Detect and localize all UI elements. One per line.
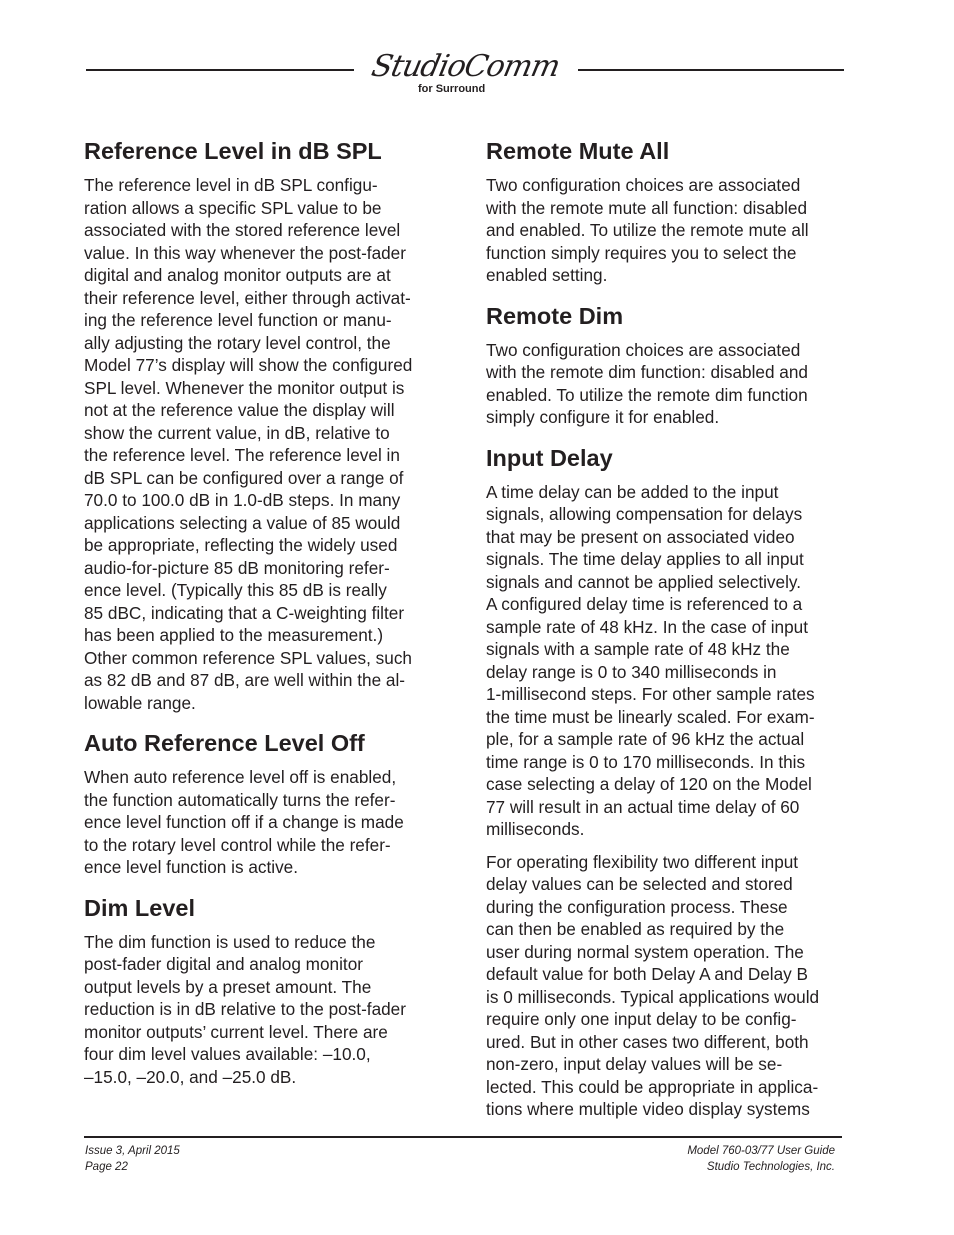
text-line: ence level function is active. <box>84 857 299 877</box>
text-line: the reference level. The reference level in <box>84 445 400 465</box>
text-line: default value for both Delay A and Delay B <box>486 964 808 984</box>
text-line: SPL level. Whenever the monitor output is <box>84 377 405 398</box>
text-line: ence level function off if a change is made <box>84 812 404 832</box>
section-reference-level <box>84 136 446 714</box>
section-body-paragraph-2 <box>486 851 848 1121</box>
text-line: ally adjusting the rotary level control, the <box>84 332 391 353</box>
text-line: the function automatically turns the refer- <box>84 789 396 810</box>
text-line: associated with the stored reference level <box>84 220 401 240</box>
footer-page-number: Page 22 <box>85 1160 128 1173</box>
text-line: post-fader digital and analog monitor <box>84 954 363 974</box>
right-column <box>486 136 848 1121</box>
text-line: enabled setting. <box>486 265 608 285</box>
text-line: can then be enabled as required by the <box>486 919 785 939</box>
text-line: with the remote dim function: disabled and <box>486 362 808 382</box>
text-line: signals. The time delay applies to all input <box>486 549 804 569</box>
section-body <box>84 766 446 879</box>
text-line: A configured delay time is referenced to a <box>486 594 803 614</box>
studiocomm-logo <box>368 49 563 100</box>
section-body <box>84 931 446 1089</box>
section-input-delay <box>486 443 848 1121</box>
text-line: user during normal system operation. The <box>486 941 804 962</box>
text-line: digital and analog monitor outputs are at <box>84 265 391 285</box>
text-line: 1-millisecond steps. For other sample rates <box>486 684 815 704</box>
text-line: four dim level values available: –10.0, <box>84 1044 371 1064</box>
text-line: output levels by a preset amount. The <box>84 976 372 997</box>
section-heading: Remote Mute All <box>486 138 670 164</box>
text-line: require only one input delay to be config- <box>486 1009 797 1029</box>
text-line: ple, for a sample rate of 96 kHz the actual <box>486 729 805 749</box>
section-heading: Input Delay <box>486 444 613 471</box>
section-heading: Dim Level <box>84 894 196 921</box>
text-line: and enabled. To utilize the remote mute all <box>486 220 809 240</box>
text-line: delay range is 0 to 340 milliseconds in <box>486 661 777 682</box>
text-line: applications selecting a value of 85 would <box>84 512 401 533</box>
header-rule-left <box>86 69 354 71</box>
text-line: ured. But in other cases two different, both <box>486 1031 809 1052</box>
footer-issue: Issue 3, April 2015 <box>85 1145 180 1157</box>
text-line: is 0 milliseconds. Typical applications would <box>486 986 820 1007</box>
text-line: delay values can be selected and stored <box>486 874 793 894</box>
header-rule-right <box>578 69 844 71</box>
text-line: the time must be linearly scaled. For exam- <box>486 706 815 727</box>
text-line: audio-for-picture 85 dB monitoring refer- <box>84 557 390 578</box>
footer-right <box>687 1144 835 1175</box>
text-line: 77 will result in an actual time delay of 60 <box>486 796 800 817</box>
text-line: milliseconds. <box>486 819 585 839</box>
footer-model: Model 760-03/77 User Guide <box>687 1145 835 1157</box>
text-line: not at the reference value the display will <box>84 400 395 420</box>
section-heading: Reference Level in dB SPL <box>84 138 382 164</box>
text-line: time range is 0 to 170 milliseconds. In this <box>486 751 806 772</box>
section-remote-mute-all <box>486 136 848 287</box>
text-line: be appropriate, reflecting the widely used <box>84 535 398 555</box>
text-line: The reference level in dB SPL configu- <box>84 175 378 195</box>
text-line: Other common reference SPL values, such <box>84 647 412 668</box>
section-body <box>486 339 848 429</box>
text-line: Two configuration choices are associated <box>486 339 801 360</box>
text-line: tions where multiple video display systems <box>486 1099 810 1119</box>
text-line: A time delay can be added to the input <box>486 481 779 502</box>
text-line: show the current value, in dB, relative to <box>84 422 390 443</box>
text-line: Model 77’s display will show the configured <box>84 355 413 375</box>
text-line: has been applied to the measurement.) <box>84 625 384 645</box>
text-line: monitor outputs’ current level. There are <box>84 1021 388 1042</box>
section-heading: Remote Dim <box>486 302 624 329</box>
text-line: case selecting a delay of 120 on the Model <box>486 774 812 794</box>
text-line: during the configuration process. These <box>486 896 788 917</box>
section-heading: Auto Reference Level Off <box>84 730 365 756</box>
text-line: ration allows a specific SPL value to be <box>84 197 382 218</box>
text-line: signals with a sample rate of 48 kHz the <box>486 639 790 659</box>
text-line: ing the reference level function or manu- <box>84 310 392 330</box>
text-line: value. In this way whenever the post-fader <box>84 242 406 263</box>
text-line: –15.0, –20.0, and –25.0 dB. <box>84 1066 297 1087</box>
text-line: lowable range. <box>84 692 196 713</box>
text-line: signals, allowing compensation for delays <box>486 504 803 524</box>
text-line: simply configure it for enabled. <box>486 407 720 427</box>
text-line: When auto reference level off is enabled, <box>84 767 397 787</box>
text-line: enabled. To utilize the remote dim function <box>486 384 808 405</box>
text-line: lected. This could be appropriate in applica- <box>486 1076 819 1097</box>
text-line: dB SPL can be configured over a range of <box>84 467 404 488</box>
text-line: that may be present on associated video <box>486 526 795 547</box>
text-line: as 82 dB and 87 dB, are well within the al- <box>84 670 406 690</box>
footer-company: Studio Technologies, Inc. <box>706 1160 835 1173</box>
text-line: The dim function is used to reduce the <box>84 931 376 952</box>
section-auto-reference-level-off <box>84 728 446 879</box>
section-body <box>84 174 446 714</box>
text-line: sample rate of 48 kHz. In the case of input <box>486 616 808 637</box>
text-line: 85 dBC, indicating that a C-weighting filter <box>84 602 405 623</box>
section-body <box>486 174 848 287</box>
text-line: to the rotary level control while the refer- <box>84 834 391 855</box>
text-line: For operating flexibility two different input <box>486 851 799 872</box>
text-line: non-zero, input delay values will be se- <box>486 1054 783 1074</box>
text-line: signals and cannot be applied selectively. <box>486 571 801 592</box>
footer-left <box>85 1144 180 1175</box>
text-line: ence level. (Typically this 85 dB is really <box>84 580 387 600</box>
text-line: their reference level, either through activat- <box>84 287 411 308</box>
footer-rule <box>84 1136 842 1138</box>
section-dim-level <box>84 893 446 1089</box>
text-line: Two configuration choices are associated <box>486 175 801 195</box>
logo-subtitle: for Surround <box>418 83 486 95</box>
text-line: function simply requires you to select the <box>486 242 797 263</box>
left-column <box>84 136 446 1088</box>
section-body-paragraph-1 <box>486 481 848 841</box>
text-line: reduction is in dB relative to the post-fader <box>84 999 406 1019</box>
logo-wordmark: StudioComm <box>368 49 563 84</box>
text-line: 70.0 to 100.0 dB in 1.0-dB steps. In many <box>84 490 401 510</box>
section-remote-dim <box>486 301 848 429</box>
text-line: with the remote mute all function: disabled <box>486 197 808 218</box>
